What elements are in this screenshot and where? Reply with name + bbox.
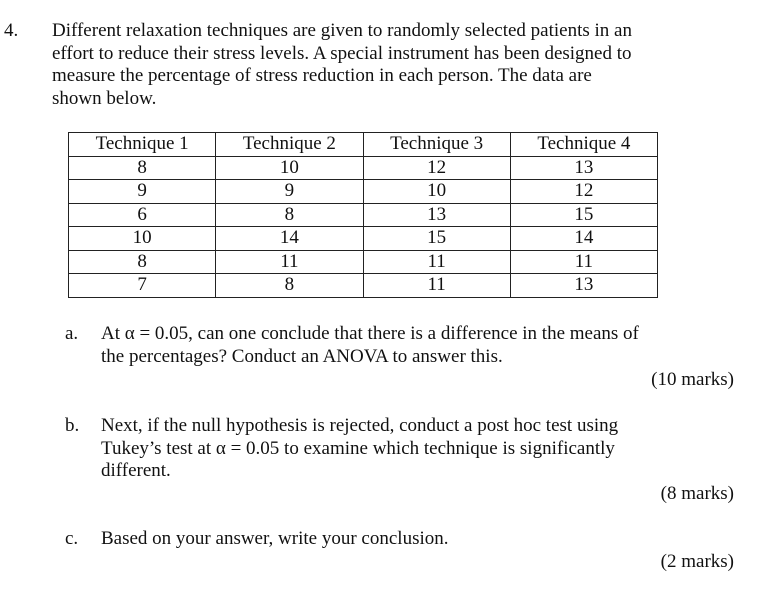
table-cell: 8 [216, 203, 363, 227]
table-cell: 13 [510, 156, 657, 180]
question-intro [52, 20, 742, 110]
part-line: Based on your answer, write your conclusion. [101, 528, 449, 549]
intro-line: Different relaxation techniques are given to randomly selected patients in an [52, 20, 632, 41]
part-text [101, 415, 734, 483]
table-cell: 15 [510, 203, 657, 227]
intro-line: effort to reduce their stress levels. A special instrument has been designed to [52, 42, 632, 64]
table-cell: 14 [216, 227, 363, 251]
table-cell: 12 [510, 180, 657, 204]
table-row [69, 227, 658, 251]
part-line: the percentages? Conduct an ANOVA to answer this. [101, 345, 503, 367]
marks-label: (8 marks) [660, 483, 734, 504]
marks-label: (2 marks) [660, 551, 734, 572]
table-cell: 10 [216, 156, 363, 180]
table-cell: 14 [510, 227, 657, 251]
table-cell: 10 [363, 180, 510, 204]
table-cell: 8 [69, 156, 216, 180]
table-cell: 13 [510, 274, 657, 298]
table-header-row [69, 133, 658, 157]
column-header: Technique 4 [510, 133, 657, 157]
table-cell: 11 [363, 250, 510, 274]
part-text [101, 323, 734, 368]
table-cell: 9 [69, 180, 216, 204]
part-line: different. [101, 460, 171, 481]
table-cell: 8 [216, 274, 363, 298]
table-cell: 11 [363, 274, 510, 298]
table-cell: 10 [69, 227, 216, 251]
table-cell: 6 [69, 203, 216, 227]
table-cell: 11 [510, 250, 657, 274]
part-label: a. [65, 323, 79, 344]
part-line: Tukey’s test at α = 0.05 to examine which technique is significantly [101, 437, 615, 459]
question-number: 4. [4, 20, 19, 41]
intro-line: shown below. [52, 87, 157, 109]
stress-reduction-table [68, 132, 658, 298]
table-cell: 15 [363, 227, 510, 251]
table-row [69, 156, 658, 180]
table-row [69, 203, 658, 227]
part-text [101, 528, 734, 551]
table-row [69, 274, 658, 298]
table-cell: 11 [216, 250, 363, 274]
table-cell: 13 [363, 203, 510, 227]
column-header: Technique 2 [216, 133, 363, 157]
column-header: Technique 3 [363, 133, 510, 157]
intro-line: measure the percentage of stress reduction in each person. The data are [52, 65, 592, 86]
part-line: Next, if the null hypothesis is rejected, conduct a post hoc test using [101, 415, 619, 436]
table-cell: 7 [69, 274, 216, 298]
column-header: Technique 1 [69, 133, 216, 157]
part-label: c. [65, 528, 79, 549]
table-cell: 9 [216, 180, 363, 204]
table-cell: 8 [69, 250, 216, 274]
table-row [69, 250, 658, 274]
part-label: b. [65, 415, 80, 436]
part-line: At α = 0.05, can one conclude that there is a difference in the means of [101, 323, 639, 344]
table-row [69, 180, 658, 204]
marks-label: (10 marks) [651, 369, 734, 390]
table-cell: 12 [363, 156, 510, 180]
